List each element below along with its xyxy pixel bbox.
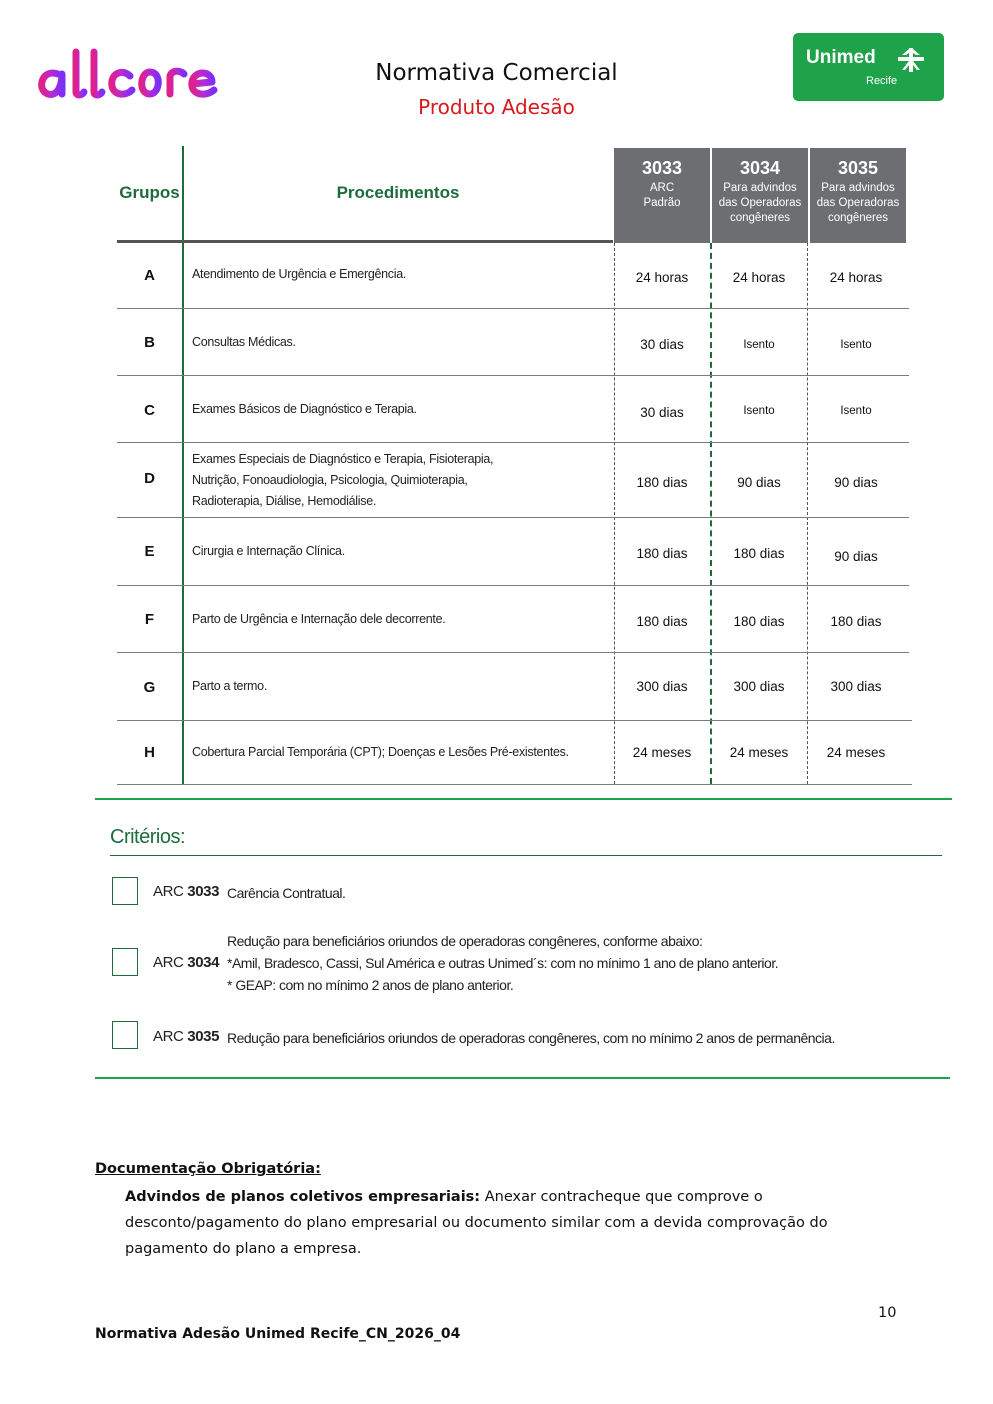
table-row-group: F xyxy=(144,611,155,628)
table-divider xyxy=(807,243,808,784)
criteria-line: Redução para beneficiários oriundos de operadoras congêneres, conforme abaixo: xyxy=(227,933,703,949)
documentation-line: pagamento do plano a empresa. xyxy=(125,1241,362,1257)
procedure-line: Nutrição, Fonoaudiologia, Psicologia, Quimioterapia, xyxy=(192,473,468,487)
table-row-group: B xyxy=(144,334,155,351)
plan-header-3034 xyxy=(712,148,808,243)
criteria-text: Carência Contratual. xyxy=(227,885,346,901)
plan-code: 3034 xyxy=(739,158,781,178)
plan-header-3033 xyxy=(614,148,710,243)
table-row-procedure xyxy=(192,449,612,512)
table-cell-3034: 24 meses xyxy=(729,745,789,760)
documentation-line: desconto/pagamento do plano empresarial ou documento similar com a devida comprovação do xyxy=(125,1215,828,1231)
document-subtitle: Produto Adesão xyxy=(418,95,575,119)
page-number: 10 xyxy=(878,1305,897,1321)
plan-desc-line: congêneres xyxy=(729,212,791,224)
unimed-tree-icon xyxy=(898,48,924,72)
table-cell-3034: Isento xyxy=(743,405,775,417)
table-cell-3034: 180 dias xyxy=(733,614,785,629)
criteria-text xyxy=(227,930,778,996)
table-cell-3034: 90 dias xyxy=(737,475,781,490)
table-row-rule xyxy=(117,720,912,721)
table-row-group: G xyxy=(143,679,156,696)
table-cell-3035: 24 horas xyxy=(829,270,883,285)
plan-desc xyxy=(712,181,808,226)
table-cell-3035: 90 dias xyxy=(834,475,878,490)
table-row-group: C xyxy=(144,402,155,419)
table-cell-3033: 24 meses xyxy=(632,745,692,760)
criteria-title-underline xyxy=(110,855,942,856)
column-header-groups: Grupos xyxy=(119,183,180,202)
table-cell-3033: 24 horas xyxy=(635,270,689,285)
criteria-arc-label xyxy=(153,1028,219,1045)
arc-code: 3035 xyxy=(187,1028,220,1045)
documentation-text: Anexar contracheque que comprove o xyxy=(480,1189,763,1205)
criteria-title: Critérios: xyxy=(110,826,186,848)
table-cell-3035: Isento xyxy=(840,405,872,417)
table-row-rule xyxy=(117,442,909,443)
arc-prefix: ARC xyxy=(153,954,184,971)
arc-code: 3033 xyxy=(187,883,220,900)
documentation-lead: Advindos de planos coletivos empresariais: xyxy=(125,1189,481,1205)
unimed-logo-city: Recife xyxy=(866,75,898,87)
footer-text: Normativa Adesão Unimed Recife_CN_2026_04 xyxy=(95,1326,461,1342)
table-row-procedure: Consultas Médicas. xyxy=(192,335,296,349)
table-row-procedure: Cirurgia e Internação Clínica. xyxy=(192,544,345,558)
plan-code: 3035 xyxy=(837,158,879,178)
table-cell-3033: 30 dias xyxy=(640,337,684,352)
criteria-text: Redução para beneficiários oriundos de operadoras congêneres, com no mínimo 2 anos de permanência. xyxy=(227,1030,835,1046)
table-cell-3034: 180 dias xyxy=(733,546,785,561)
section-divider xyxy=(95,798,952,800)
table-cell-3033: 300 dias xyxy=(636,679,688,694)
table-row-rule xyxy=(117,585,909,586)
section-divider xyxy=(95,1077,950,1079)
table-cell-3035: 24 meses xyxy=(826,745,886,760)
plan-desc-line: Para advindos xyxy=(821,182,895,194)
documentation-line xyxy=(125,1184,885,1210)
unimed-logo xyxy=(793,33,944,101)
table-row-group: D xyxy=(144,470,155,487)
procedure-line: Radioterapia, Diálise, Hemodiálise. xyxy=(192,494,377,508)
plan-desc xyxy=(810,181,906,226)
arc-prefix: ARC xyxy=(153,1028,184,1045)
table-row-rule xyxy=(117,517,909,518)
table-row-procedure: Parto de Urgência e Internação dele decorrente. xyxy=(192,612,446,626)
plan-desc xyxy=(614,181,710,211)
plan-header-3035 xyxy=(810,148,906,243)
table-cell-3034: Isento xyxy=(743,339,775,351)
table-cell-3035: 300 dias xyxy=(830,679,882,694)
table-cell-3033: 180 dias xyxy=(636,546,688,561)
table-cell-3035: 90 dias xyxy=(834,549,878,564)
plan-code: 3033 xyxy=(641,158,683,178)
table-row-procedure: Exames Básicos de Diagnóstico e Terapia. xyxy=(192,402,417,416)
table-cell-3033: 30 dias xyxy=(640,405,684,420)
plan-desc-line: Padrão xyxy=(643,197,681,209)
table-row-procedure: Cobertura Parcial Temporária (CPT); Doenças e Lesões Pré-existentes. xyxy=(192,745,569,759)
documentation-body xyxy=(125,1184,885,1262)
documentation-heading: Documentação Obrigatória: xyxy=(95,1161,321,1177)
arc-prefix: ARC xyxy=(153,883,184,900)
plan-desc-line: das Operadoras xyxy=(718,197,802,209)
table-cell-3034: 300 dias xyxy=(733,679,785,694)
plan-desc-line: ARC xyxy=(649,182,675,194)
criteria-checkbox-3034[interactable] xyxy=(112,948,138,976)
criteria-arc-label xyxy=(153,954,219,971)
criteria-line: *Amil, Bradesco, Cassi, Sul América e outras Unimed´s: com no mínimo 1 ano de plano anterior. xyxy=(227,955,779,971)
table-row-rule xyxy=(117,308,909,309)
document-title: Normativa Comercial xyxy=(375,60,618,86)
table-row-procedure: Parto a termo. xyxy=(192,679,267,693)
criteria-arc-label xyxy=(153,883,219,900)
table-divider xyxy=(710,243,712,784)
table-cell-3035: 180 dias xyxy=(830,614,882,629)
criteria-line: * GEAP: com no mínimo 2 anos de plano anterior. xyxy=(227,977,514,993)
arc-code: 3034 xyxy=(187,954,220,971)
table-row-rule xyxy=(117,784,912,785)
table-cell-3033: 180 dias xyxy=(636,614,688,629)
table-cell-3034: 24 horas xyxy=(732,270,786,285)
table-divider xyxy=(614,243,615,784)
table-row-procedure: Atendimento de Urgência e Emergência. xyxy=(192,267,407,281)
table-row-rule xyxy=(117,652,909,653)
plan-desc-line: das Operadoras xyxy=(816,197,900,209)
criteria-checkbox-3033[interactable] xyxy=(112,877,138,905)
table-row-group: A xyxy=(144,267,155,284)
table-cell-3033: 180 dias xyxy=(636,475,688,490)
table-cell-3035: Isento xyxy=(840,339,872,351)
table-row-group: H xyxy=(144,744,155,761)
column-header-procedures: Procedimentos xyxy=(336,183,460,202)
criteria-checkbox-3035[interactable] xyxy=(112,1021,138,1049)
table-header-rule xyxy=(117,240,613,243)
procedure-line: Exames Especiais de Diagnóstico e Terapia, Fisioterapia, xyxy=(192,452,494,466)
plan-desc-line: congêneres xyxy=(827,212,889,224)
table-row-group: E xyxy=(144,543,155,560)
plan-desc-line: Para advindos xyxy=(723,182,797,194)
unimed-logo-name: Unimed xyxy=(806,47,876,68)
table-row-rule xyxy=(117,375,909,376)
